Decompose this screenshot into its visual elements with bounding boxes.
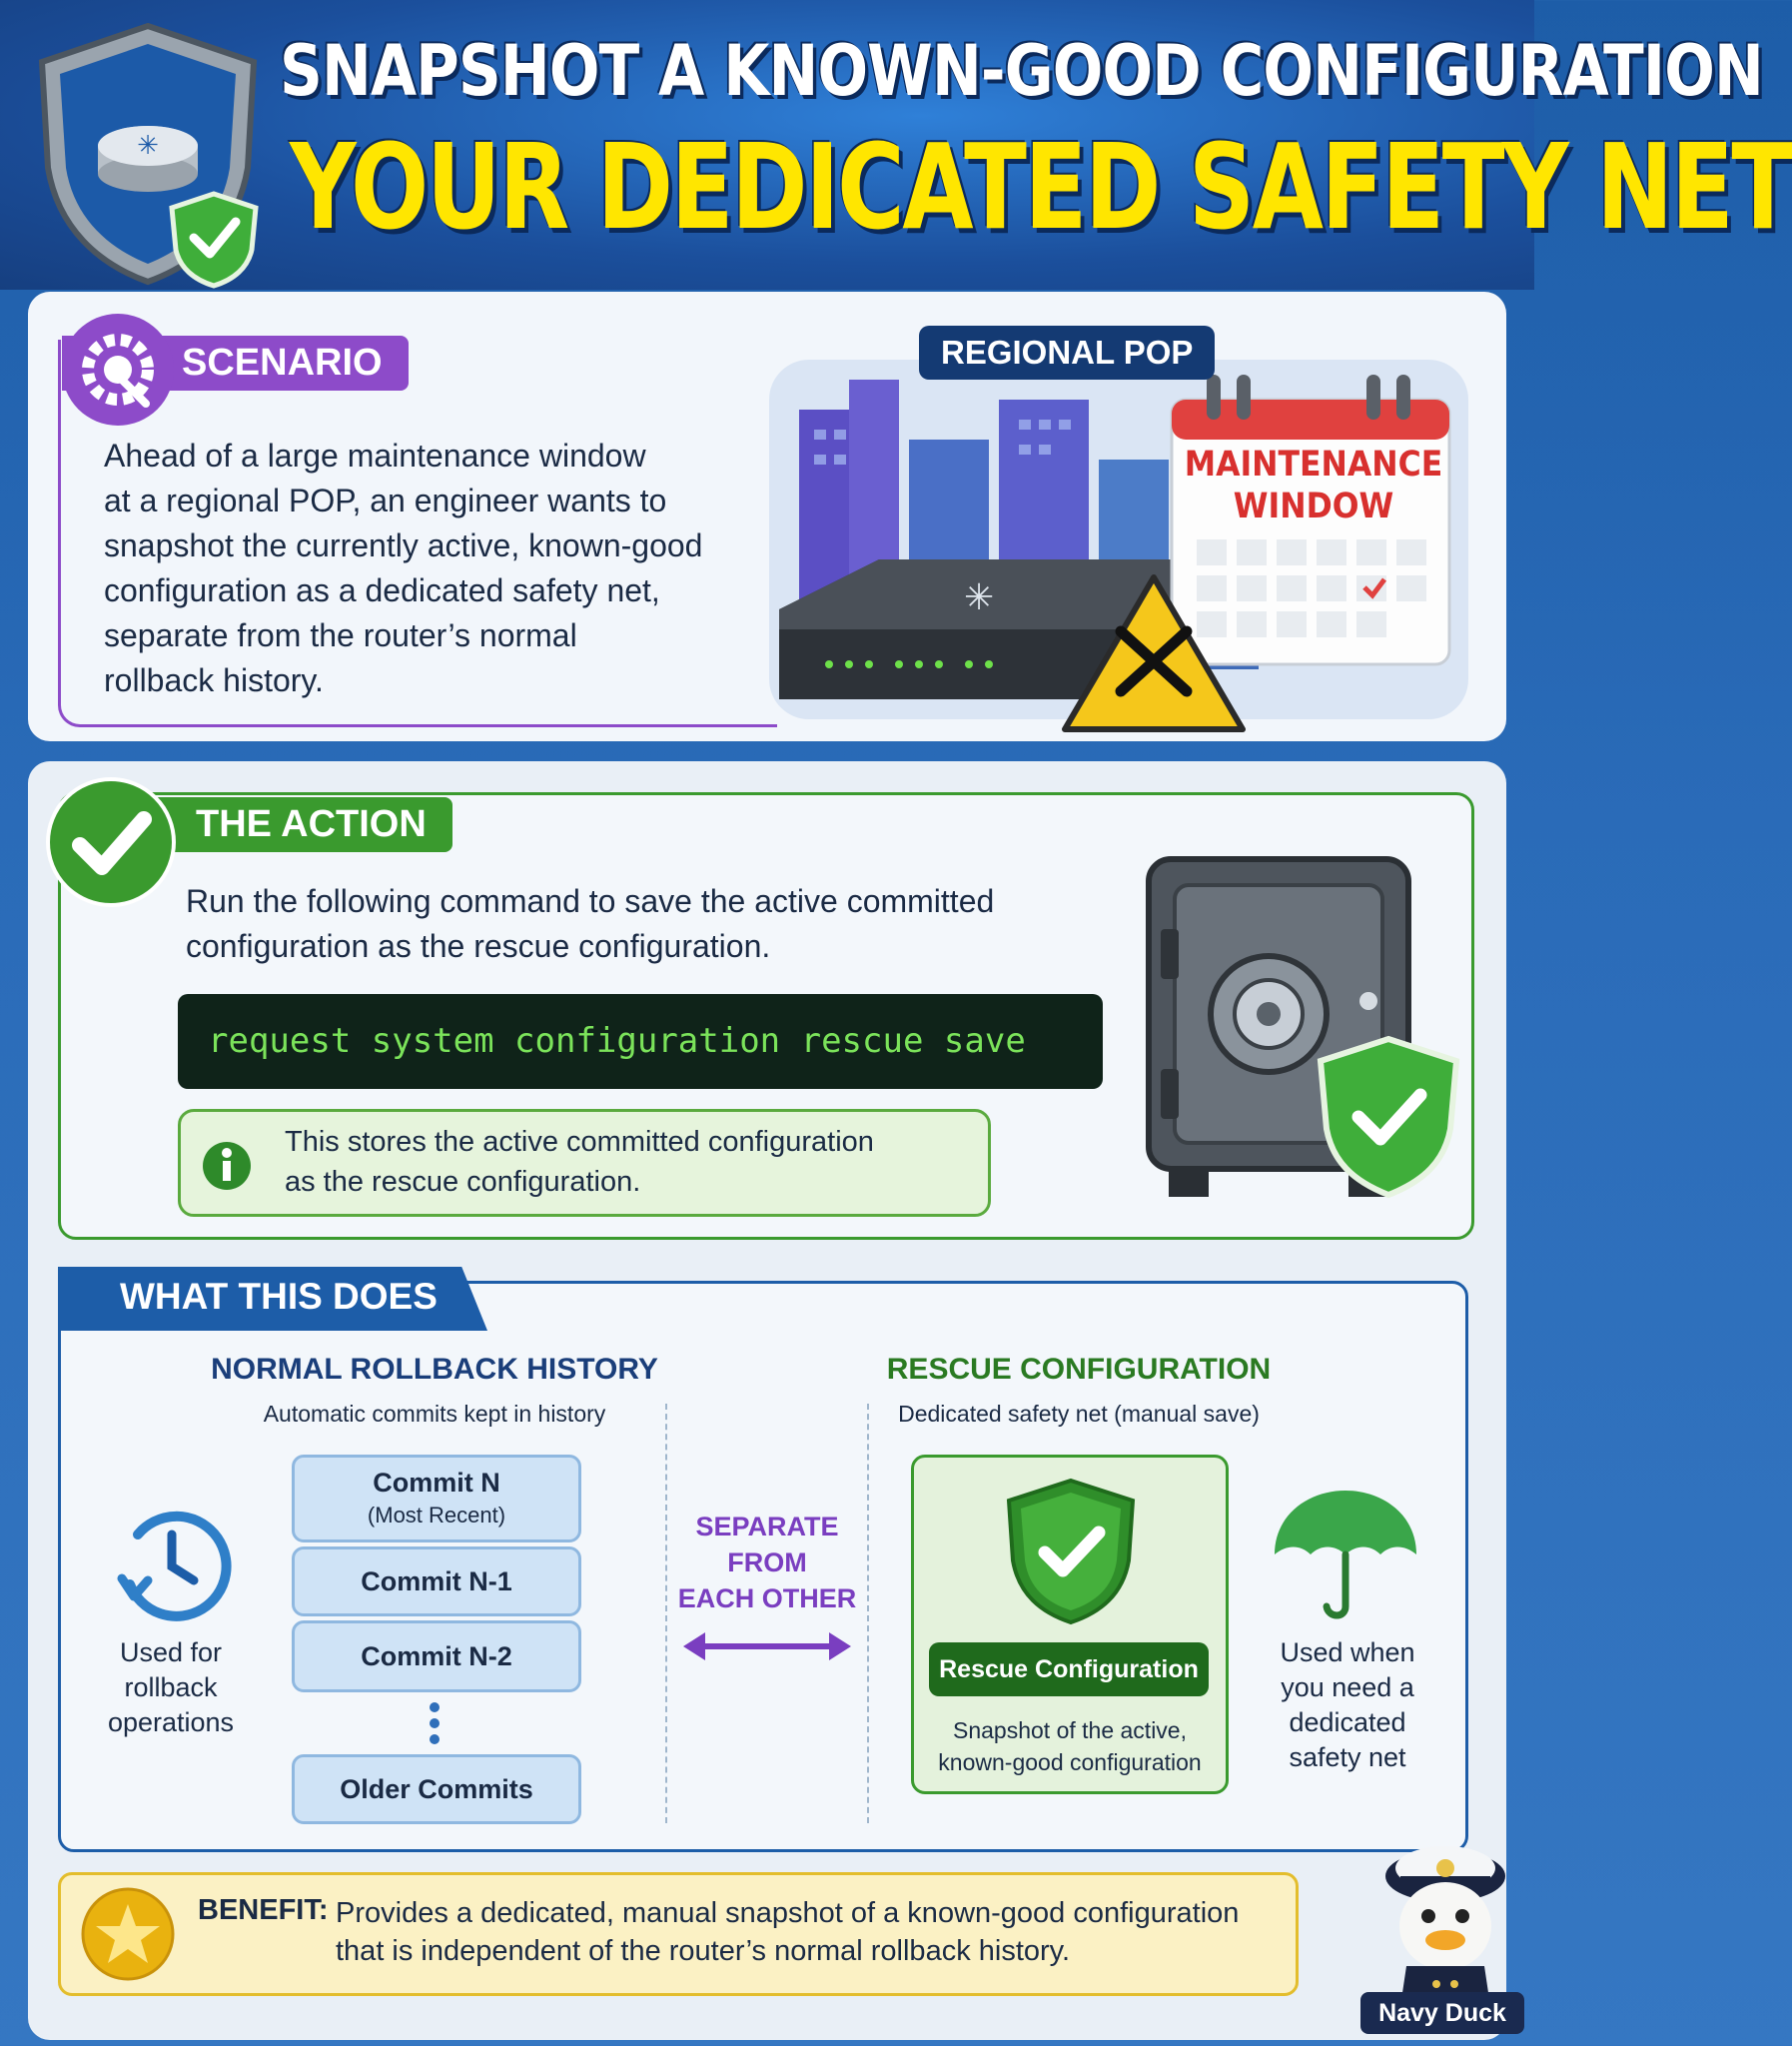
right-usage-line: you need a [1281, 1672, 1414, 1702]
what-tag-label: WHAT THIS DOES [120, 1276, 438, 1317]
clock-icon [108, 1501, 236, 1628]
separate-line: EACH OTHER [677, 1583, 857, 1613]
separate-line: SEPARATE [695, 1512, 839, 1541]
scenario-line: Ahead of a large maintenance window [104, 438, 646, 474]
left-column-title: NORMAL ROLLBACK HISTORY [211, 1353, 658, 1386]
umbrella-icon [1269, 1485, 1422, 1624]
info-text [285, 1122, 874, 1202]
commit-label: Older Commits [340, 1774, 533, 1804]
divider-right [867, 1404, 869, 1823]
mascot-name: Navy Duck [1360, 1992, 1524, 2034]
safe-icon [1139, 849, 1468, 1219]
info-line: as the rescue configuration. [285, 1166, 641, 1198]
right-usage-text [1253, 1635, 1442, 1775]
action-line: configuration as the rescue configuration. [186, 928, 771, 964]
rescue-desc-line: known-good configuration [938, 1749, 1202, 1775]
benefit-text [336, 1894, 1275, 1970]
ellipsis-dots [430, 1702, 442, 1744]
left-usage-line: rollback [124, 1672, 218, 1702]
commit-card [292, 1546, 581, 1616]
left-column-subtitle: Automatic commits kept in history [263, 1401, 606, 1427]
benefit-label: BENEFIT: [198, 1894, 329, 1926]
rescue-description [911, 1714, 1229, 1778]
right-usage-line: dedicated [1289, 1707, 1406, 1737]
title-line-2: YOUR DEDICATED SAFETY NET [290, 118, 1792, 256]
commit-card [292, 1620, 581, 1692]
calendar-label-line: MAINTENANCE [1184, 445, 1443, 485]
star-icon [80, 1886, 176, 1982]
header-banner [0, 0, 1792, 290]
right-usage-line: Used when [1280, 1637, 1415, 1667]
shield-check-icon [1003, 1477, 1139, 1626]
scenario-line: separate from the router’s normal [104, 617, 577, 653]
info-icon [201, 1140, 253, 1192]
commit-label: Commit N-2 [361, 1641, 512, 1671]
scenario-text [104, 434, 763, 703]
commit-label: Commit N [373, 1468, 500, 1498]
double-arrow-icon [679, 1626, 855, 1666]
action-line: Run the following command to save the active committed [186, 883, 995, 919]
svg-text:✳: ✳ [137, 131, 159, 161]
shield-router-icon [28, 18, 268, 288]
benefit-line: that is independent of the router’s normal rollback history. [336, 1935, 1071, 1967]
action-tag-label: THE ACTION [196, 803, 427, 845]
info-line: This stores the active committed configuration [285, 1126, 874, 1158]
scenario-line: configuration as a dedicated safety net, [104, 572, 660, 608]
commit-card [292, 1754, 581, 1824]
left-usage-text [86, 1635, 256, 1740]
action-text [186, 879, 1085, 969]
benefit-line: Provides a dedicated, manual snapshot of a known-good configuration [336, 1897, 1240, 1929]
rescue-badge: Rescue Configuration [929, 1642, 1209, 1696]
left-usage-line: Used for [119, 1637, 223, 1667]
scenario-line: snapshot the currently active, known-good [104, 527, 703, 563]
commit-card [292, 1455, 581, 1542]
divider-left [665, 1404, 667, 1823]
scenario-tag-label: SCENARIO [182, 342, 383, 384]
warning-tools-icon [1059, 571, 1249, 737]
title-line-1: SNAPSHOT A KNOWN-GOOD CONFIGURATION [280, 30, 1763, 112]
calendar-label-line: WINDOW [1233, 487, 1394, 526]
command-block[interactable]: request system configuration rescue save [178, 994, 1103, 1089]
check-icon [44, 775, 178, 909]
right-column-subtitle: Dedicated safety net (manual save) [898, 1401, 1260, 1427]
commit-sublabel: (Most Recent) [367, 1503, 506, 1528]
scenario-line: rollback history. [104, 662, 324, 698]
regional-pop-label: REGIONAL POP [919, 326, 1215, 380]
navy-duck-mascot [1370, 1816, 1520, 2006]
scenario-line: at a regional POP, an engineer wants to [104, 483, 667, 518]
separate-line: FROM [727, 1547, 807, 1577]
svg-text:✳: ✳ [964, 577, 995, 618]
calendar-label [1182, 444, 1446, 527]
left-usage-line: operations [107, 1707, 235, 1737]
right-usage-line: safety net [1289, 1742, 1406, 1772]
commit-label: Commit N-1 [361, 1566, 512, 1596]
info-callout [178, 1109, 991, 1217]
right-column-title: RESCUE CONFIGURATION [886, 1353, 1272, 1386]
rescue-desc-line: Snapshot of the active, [953, 1717, 1187, 1743]
separate-label [675, 1509, 859, 1616]
gear-wrench-icon [58, 310, 178, 430]
